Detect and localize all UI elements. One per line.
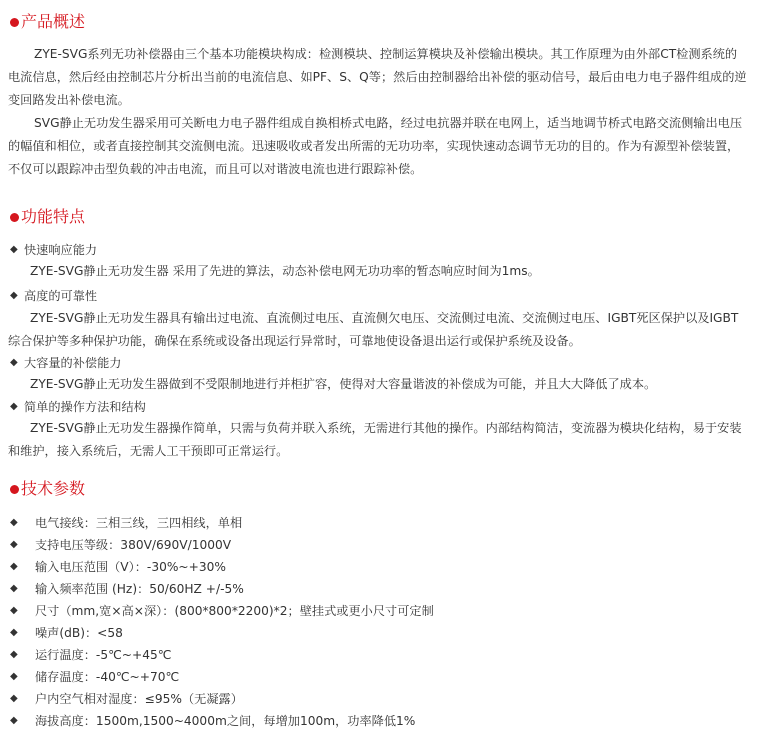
diamond-icon: ◆ [10,561,18,572]
overview-paragraph-2: SVG静止无功发生器采用可关断电力电子器件组成自换相桥式电路，经过电抗器并联在电网上，适当地调节桥式电路交流侧输出电压的幅值和相位，或者直接控制其交流侧电流。迅速吸收或者发出所需的无功功率，实现快速动态调节无功的目的。作为有源型补偿装置，不仅可以跟踪冲击型负载的冲击电流，而且可以对谐波电流也进行跟踪补偿。 [8,116,743,176]
feature-title-2: ◆ 高度的可靠性 [10,289,98,303]
spec-item: ◆ 输入电压范围（V）：-30%~+30% [10,560,226,574]
diamond-icon: ◆ [10,357,18,368]
diamond-icon: ◆ [10,290,18,301]
spec-item: ◆ 尺寸（mm,宽×高×深）：(800*800*2200)*2；壁挂式或更小尺寸可定制 [10,604,434,618]
diamond-icon: ◆ [10,401,18,412]
feature-title-3: ◆ 大容量的补偿能力 [10,356,122,370]
spec-item: ◆ 储存温度：-40℃~+70℃ [10,670,180,684]
overview-heading-text: 产品概述 [21,12,86,31]
spec-item: ◆ 海拔高度：1500m,1500~4000m之间，每增加100m，功率降低1% [10,714,416,728]
overview-paragraph-1: ZYE-SVG系列无功补偿器由三个基本功能模块构成：检测模块、控制运算模块及补偿输出模块。其工作原理为由外部CT检测系统的电流信息，然后经由控制芯片分析出当前的电流信息、如PF、S、Q等；然后由控制器给出补偿的驱动信号，最后由电力电子器件组成的逆变回路发出补偿电流。 [8,47,747,107]
specs-heading [10,478,85,500]
diamond-icon: ◆ [10,605,18,616]
feature-title-1: ◆ 快速响应能力 [10,243,98,257]
feature-desc-2: ZYE-SVG静止无功发生器具有输出过电流、直流侧过电压、直流侧欠电压、交流侧过电流、交流侧过电压、IGBT死区保护以及IGBT综合保护等多种保护功能，确保在系统或设备出现运行异常时，可靠地使设备退出运行或保护系统及设备。 [8,311,739,348]
diamond-icon: ◆ [10,244,18,255]
spec-item: ◆ 运行温度：-5℃~+45℃ [10,648,172,662]
diamond-icon: ◆ [10,583,18,594]
spec-item: ◆ 支持电压等级：380V/690V/1000V [10,538,232,552]
spec-item: ◆ 噪声(dB)：<58 [10,626,123,640]
feature-desc-3: ZYE-SVG静止无功发生器做到不受限制地进行并柜扩容，使得对大容量谐波的补偿成为可能，并且大大降低了成本。 [30,377,657,391]
red-dot-icon [10,18,19,27]
features-heading-text: 功能特点 [21,207,86,226]
diamond-icon: ◆ [10,539,18,550]
diamond-icon: ◆ [10,649,18,660]
feature-desc-1: ZYE-SVG静止无功发生器 采用了先进的算法，动态补偿电网无功功率的暂态响应时间为1ms。 [30,264,540,278]
diamond-icon: ◆ [10,715,18,726]
diamond-icon: ◆ [10,671,18,682]
overview-heading [10,11,85,33]
features-heading [10,206,85,228]
diamond-icon: ◆ [10,627,18,638]
specs-heading-text: 技术参数 [21,479,86,498]
feature-title-4: ◆ 简单的操作方法和结构 [10,400,146,414]
feature-desc-4: ZYE-SVG静止无功发生器操作简单，只需与负荷并联入系统，无需进行其他的操作。内部结构简洁，变流器为模块化结构，易于安装和维护，接入系统后，无需人工干预即可正常运行。 [8,421,742,458]
spec-item: ◆ 输入频率范围 (Hz)：50/60HZ +/-5% [10,582,244,596]
red-dot-icon [10,485,19,494]
red-dot-icon [10,213,19,222]
spec-item: ◆ 电气接线：三相三线，三四相线，单相 [10,516,243,530]
spec-item: ◆ 户内空气相对湿度：≤95%（无凝露） [10,692,243,706]
diamond-icon: ◆ [10,693,18,704]
diamond-icon: ◆ [10,517,18,528]
